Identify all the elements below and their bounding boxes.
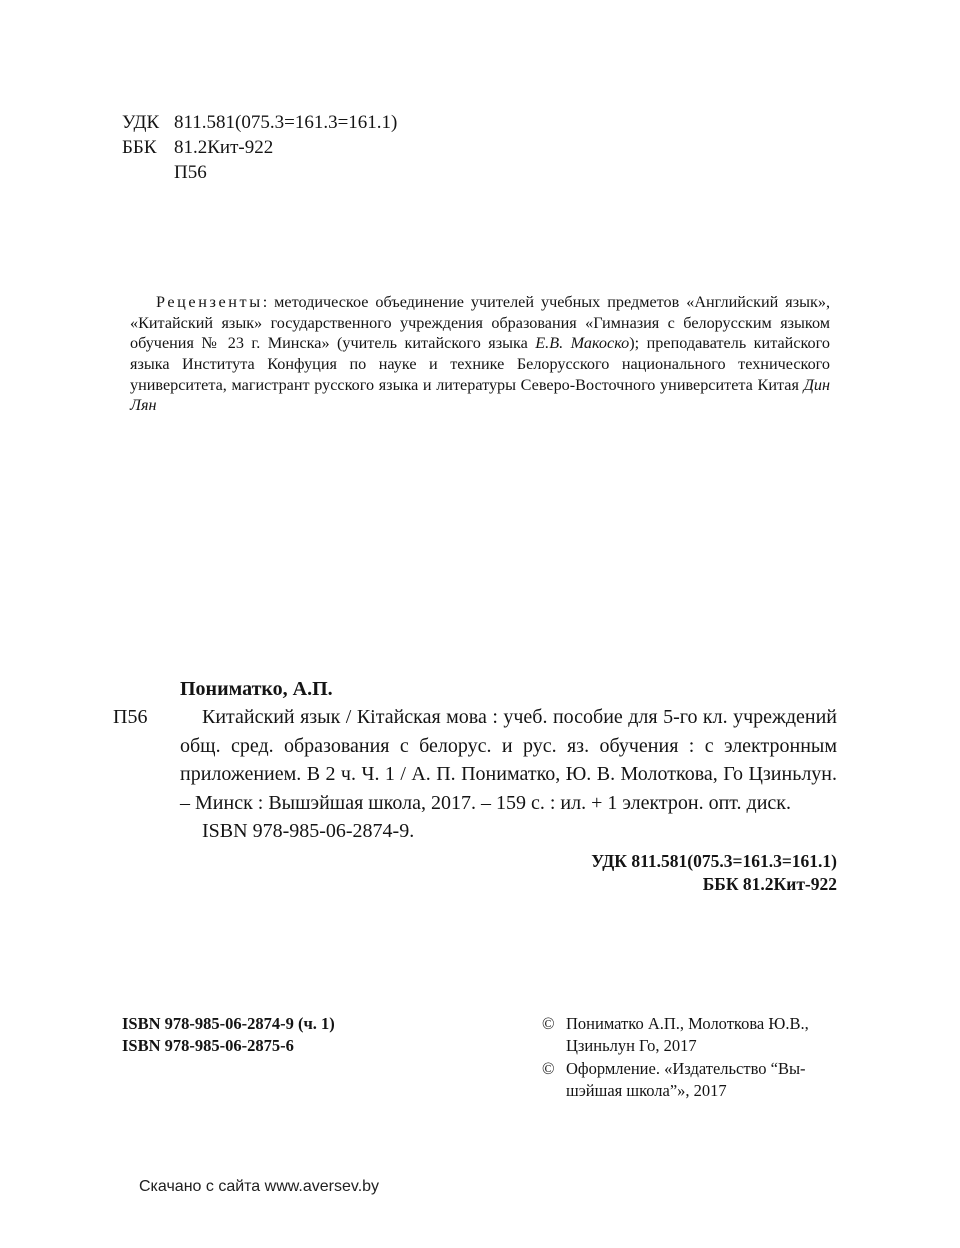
reviewers-heading: Рецензенты	[156, 293, 263, 312]
copyright-publisher-line-1: Оформление. «Издательство “Вы-	[566, 1059, 806, 1078]
copyright-publisher-line-2: шэйшая школа”», 2017	[566, 1081, 727, 1100]
copyright-icon: ©	[542, 1059, 555, 1078]
record-body	[113, 703, 837, 817]
classification-top-block	[122, 110, 397, 185]
copyright-authors-line-1: Пониматко А.П., Молоткова Ю.В.,	[566, 1014, 809, 1033]
reviewer-name-2: Дин Лян	[130, 375, 830, 415]
udk-right: УДК 811.581(075.3=161.3=161.1)	[591, 851, 837, 871]
record-catalog-mark: П56	[113, 706, 148, 728]
footer-columns	[122, 1013, 862, 1103]
reviewers-colon: :	[262, 293, 268, 312]
record-description: Китайский язык / Кітайская мова : учеб. пособие для 5-го кл. учреждений общ. сред. образования с белорус. и рус. яз. обучения : с электронным приложением. В 2 ч. Ч. 1 / А. П. Пониматко, Ю. В. Молоткова, Го Цзиньлун. – Минск : Вышэйшая школа, 2017. – 159 с. : ил. + 1 электрон. опт. диск.	[180, 706, 837, 814]
reviewer-name-1: Е.В. Макоско	[535, 334, 630, 353]
record-isbn: ISBN 978-985-06-2874-9.	[202, 820, 415, 842]
copyright-entry-authors	[542, 1013, 862, 1057]
catalog-mark-row	[122, 160, 397, 185]
isbn-full-set: ISBN 978-985-06-2875-6	[122, 1036, 294, 1055]
bibliographic-record	[113, 676, 837, 846]
copyright-icon: ©	[542, 1014, 555, 1033]
download-source-note: Скачано с сайта www.aversev.by	[139, 1178, 380, 1195]
bbk-value: 81.2Кит-922	[174, 137, 274, 158]
bbk-row	[122, 135, 397, 160]
isbn-part-one: ISBN 978-985-06-2874-9 (ч. 1)	[122, 1014, 335, 1033]
udk-value: 811.581(075.3=161.3=161.1)	[174, 112, 398, 133]
bbk-right: ББК 81.2Кит-922	[702, 873, 837, 894]
reviewers-text-2: ); преподаватель китайского языка Института Конфуция по науке и технике Белорусского национального технического университета, магистрант русского языка и литературы Северо-Восточного университета Китая	[130, 334, 830, 394]
copyright-entry-publisher	[542, 1058, 862, 1102]
reviewers-text-1: методическое объединение учителей учебных предметов «Английский язык», «Китайский язык» государственного учреждения образования «Гимназия с белорусским языком обучения № 23 г. Минска» (учитель китайского языка	[130, 293, 830, 353]
catalog-mark: П56	[174, 162, 207, 183]
copyright-block	[542, 1013, 862, 1103]
bbk-label: ББК	[122, 137, 157, 158]
copyright-authors-line-2: Цзиньлун Го, 2017	[566, 1036, 697, 1055]
reviewers-paragraph	[130, 292, 830, 416]
classification-right-block	[591, 850, 837, 895]
udk-label: УДК	[122, 112, 160, 133]
udk-row	[122, 110, 397, 135]
isbn-block	[122, 1013, 335, 1057]
record-author: Пониматко, А.П.	[180, 678, 333, 700]
